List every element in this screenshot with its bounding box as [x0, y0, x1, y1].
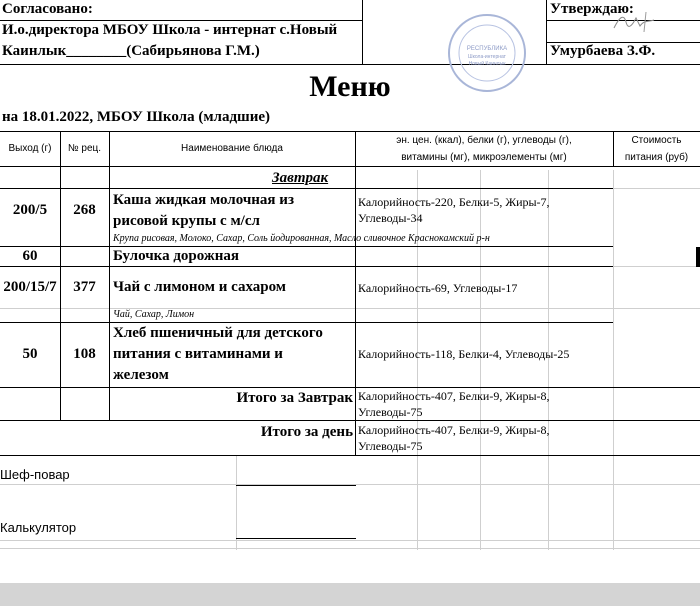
grid-line: [0, 540, 700, 541]
divider: [546, 0, 547, 65]
svg-text:РЕСПУБЛИКА: РЕСПУБЛИКА: [466, 46, 508, 52]
calculator-label: Калькулятор: [0, 520, 77, 535]
divider: [0, 20, 362, 21]
col-recipe-header: № рец.: [67, 143, 102, 154]
calculator-signature-line: [236, 538, 356, 539]
approval-right-name: Умурбаева З.Ф.: [550, 43, 656, 59]
row-dish-line1: Чай с лимоном и сахаром: [113, 279, 287, 295]
signature-image: [610, 8, 660, 38]
col-dish-header: Наименование блюда: [181, 143, 283, 154]
row-recipe: 377: [73, 279, 96, 295]
divider: [0, 188, 613, 189]
approval-left-line1: И.о.директора МБОУ Школа - интернат с.Новый: [2, 22, 338, 38]
divider: [355, 420, 356, 456]
divider: [0, 246, 613, 247]
row-output: 60: [22, 248, 38, 264]
svg-text:Новый Каинлык: Новый Каинлык: [468, 61, 506, 67]
divider: [362, 0, 363, 65]
row-output: 200/15/7: [3, 279, 57, 295]
meal-label: Завтрак: [272, 170, 329, 186]
total-day-line2: Углеводы-75: [358, 439, 423, 453]
col-cost-header-line2: питания (руб): [624, 152, 689, 163]
row-output: 200/5: [12, 202, 48, 218]
row-ingredients: Крупа рисовая, Молоко, Сахар, Соль йодированная, Масло сливочное Краснокамский р-н: [113, 233, 490, 244]
row-kbju-line1: Калорийность-118, Белки-4, Углеводы-25: [358, 347, 570, 361]
divider: [546, 42, 700, 43]
divider: [0, 420, 700, 421]
divider: [0, 387, 700, 388]
total-day-line1: Калорийность-407, Белки-9, Жиры-8,: [358, 423, 550, 437]
divider: [0, 322, 613, 323]
bottom-bar: [0, 583, 700, 606]
row-dish-line2: питания с витаминами и: [113, 346, 283, 362]
grid-line: [613, 170, 614, 550]
divider: [109, 131, 110, 420]
menu-subtitle: на 18.01.2022, МБОУ Школа (младшие): [2, 109, 271, 125]
row-dish-line3: железом: [113, 367, 169, 383]
col-energy-header-line1: эн. цен. (ккал), белки (г), углеводы (г),: [396, 135, 572, 146]
divider: [0, 166, 700, 167]
divider: [355, 131, 356, 420]
col-energy-header-line2: витамины (мг), микроэлементы (мг): [401, 152, 567, 163]
divider: [60, 131, 61, 420]
row-kbju-line2: Углеводы-34: [358, 211, 423, 225]
page-title: Меню: [309, 70, 391, 103]
divider: [0, 64, 700, 65]
row-dish-line1: Хлеб пшеничный для детского: [113, 325, 323, 341]
chef-signature-line: [236, 485, 356, 486]
approval-left-line2: Каинлык________(Сабирьянова Г.М.): [2, 43, 260, 59]
row-kbju-line1: Калорийность-220, Белки-5, Жиры-7,: [358, 195, 550, 209]
row-recipe: 268: [73, 202, 96, 218]
row-output: 50: [22, 346, 38, 362]
grid-line: [0, 308, 700, 309]
row-dish-line1: Булочка дорожная: [113, 248, 240, 264]
total-meal-line2: Углеводы-75: [358, 405, 423, 419]
row-kbju-line1: Калорийность-69, Углеводы-17: [358, 281, 518, 295]
chef-label: Шеф-повар: [0, 467, 70, 482]
row-dish-line2: рисовой крупы с м/сл: [113, 213, 260, 229]
total-meal-label: Итого за Завтрак: [236, 390, 353, 406]
approval-left-title: Согласовано:: [2, 1, 93, 17]
row-dish-line1: Каша жидкая молочная из: [113, 192, 294, 208]
approval-right-title: Утверждаю:: [550, 1, 634, 17]
row-recipe: 108: [73, 346, 96, 362]
divider: [0, 266, 613, 267]
scroll-marker: [696, 247, 700, 267]
divider: [0, 455, 700, 456]
total-meal-line1: Калорийность-407, Белки-9, Жиры-8,: [358, 389, 550, 403]
col-cost-header-line1: Стоимость: [631, 135, 682, 146]
grid-line: [236, 455, 237, 550]
col-output-header: Выход (г): [8, 143, 52, 154]
svg-text:Школа-интернат: Школа-интернат: [468, 54, 506, 60]
grid-line: [0, 548, 700, 549]
row-ingredients: Чай, Сахар, Лимон: [113, 309, 195, 320]
total-day-label: Итого за день: [260, 424, 353, 440]
divider: [0, 131, 700, 132]
